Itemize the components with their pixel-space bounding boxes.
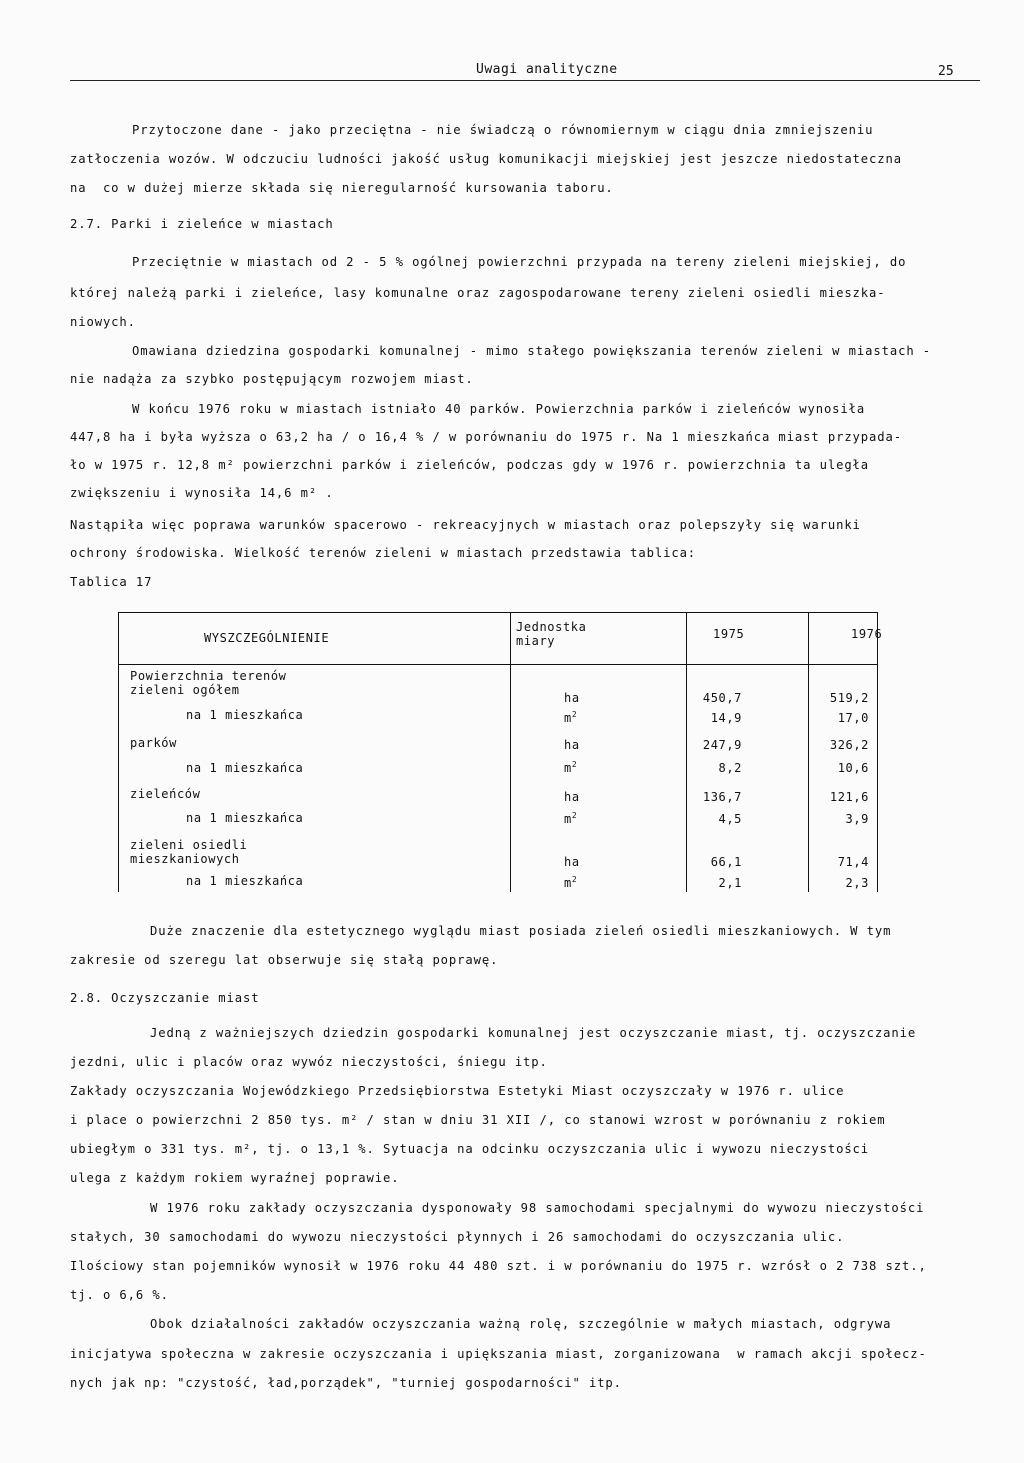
table-column-divider	[808, 612, 809, 892]
paragraph-line: Omawiana dziedzina gospodarki komunalnej - mimo stałego powiększania terenów zieleni w miastach -	[132, 344, 932, 358]
paragraph-line: Zakłady oczyszczania Wojewódzkiego Przedsiębiorstwa Estetyki Miast oczyszczały w 1976 r. ulice	[70, 1084, 845, 1098]
row-label: zieleńców	[130, 787, 201, 801]
paragraph-line: Przytoczone dane - jako przeciętna - nie świadczą o równomiernym w ciągu dnia zmniejszeniu	[132, 123, 874, 137]
green-areas-table	[118, 612, 883, 892]
paragraph-line: 447,8 ha i była wyższa o 63,2 ha / o 16,4 % / w porównaniu do 1975 r. Na 1 mieszkańca miast przypada-	[70, 430, 902, 444]
section-heading: 2.7. Parki i zieleńce w miastach	[70, 217, 334, 231]
row-unit: ha	[564, 855, 580, 869]
row-label: zieleni ogółem	[130, 683, 240, 697]
paragraph-line: nie nadąża za szybko postępującym rozwojem miast.	[70, 372, 474, 386]
paragraph-line: jezdni, ulic i placów oraz wywóz nieczystości, śniegu itp.	[70, 1055, 548, 1069]
row-value-1976: 121,6	[829, 790, 869, 804]
row-unit: ha	[564, 738, 580, 752]
row-unit: $m^2$	[564, 811, 578, 826]
paragraph-line: nych jak np: "czystość, ład,porządek", "turniej gospodarności" itp.	[70, 1376, 622, 1390]
table-column-divider	[686, 612, 687, 892]
row-label: mieszkaniowych	[130, 852, 240, 866]
row-value-1975: 247,9	[702, 738, 742, 752]
section-heading: 2.8. Oczyszczanie miast	[70, 991, 260, 1005]
table-right-border	[877, 612, 878, 892]
paragraph-line: i place o powierzchni 2 850 tys. m² / stan w dniu 31 XII /, co stanowi wzrost w porównaniu z rokiem	[70, 1113, 886, 1127]
row-value-1976: 519,2	[829, 691, 869, 705]
page-number: 25	[938, 64, 954, 79]
row-label: zieleni osiedli	[130, 838, 248, 852]
paragraph-line: Duże znaczenie dla estetycznego wyglądu miast posiada zieleń osiedli mieszkaniowych. W tym	[150, 924, 892, 938]
header-rule	[70, 80, 980, 81]
paragraph-line: stałych, 30 samochodami do wywozu nieczystości płynnych i 26 samochodami do oczyszczania ulic.	[70, 1230, 845, 1244]
paragraph-line: na co w dużej mierze składa się nieregularność kursowania taboru.	[70, 181, 614, 195]
row-value-1975: 450,7	[702, 691, 742, 705]
paragraph-line: inicjatywa społeczna w zakresie oczyszczania i upiększania miast, zorganizowana w ramach akcji społecz-	[70, 1347, 927, 1361]
header-year-1976: 1976	[851, 627, 883, 641]
paragraph-line: zakresie od szeregu lat obserwuje się stałą poprawę.	[70, 953, 499, 967]
row-unit: ha	[564, 790, 580, 804]
row-value-1976: 71,4	[837, 855, 869, 869]
row-label: na 1 mieszkańca	[186, 708, 304, 722]
table-caption: Tablica 17	[70, 575, 153, 589]
paragraph-line: zwiększeniu i wynosiła 14,6 m² .	[70, 486, 334, 500]
paragraph-line: Obok działalności zakładów oczyszczania ważną rolę, szczególnie w małych miastach, odgrywa	[150, 1317, 892, 1331]
row-value-1975: 136,7	[702, 790, 742, 804]
paragraph-line: Przeciętnie w miastach od 2 - 5 % ogólnej powierzchni przypada na tereny zieleni miejskiej, do	[132, 255, 907, 269]
table-column-divider	[510, 612, 511, 892]
header-unit: Jednostka	[516, 620, 587, 634]
paragraph-line: ochrony środowiska. Wielkość terenów zieleni w miastach przedstawia tablica:	[70, 546, 697, 560]
header-item: WYSZCZEGÓLNIENIE	[204, 631, 330, 645]
row-value-1976: 2,3	[845, 876, 869, 890]
table-header-rule	[118, 664, 878, 665]
paragraph-line: W końcu 1976 roku w miastach istniało 40 parków. Powierzchnia parków i zieleńców wynosiła	[132, 402, 866, 416]
paragraph-line: ubiegłym o 331 tys. m², tj. o 13,1 %. Sytuacja na odcinku oczyszczania ulic i wywozu nieczystości	[70, 1142, 870, 1156]
paragraph-line: której należą parki i zieleńce, lasy komunalne oraz zagospodarowane tereny zieleni osiedli mieszka-	[70, 286, 886, 300]
paragraph-line: W 1976 roku zakłady oczyszczania dysponowały 98 samochodami specjalnymi do wywozu nieczystości	[150, 1201, 925, 1215]
row-value-1975: 2,1	[718, 876, 742, 890]
paragraph-line: ło w 1975 r. 12,8 m² powierzchni parków i zieleńców, podczas gdy w 1976 r. powierzchnia ta uległa	[70, 458, 870, 472]
row-value-1975: 66,1	[710, 855, 742, 869]
paragraph-line: Nastąpiła więc poprawa warunków spacerowo - rekreacyjnych w miastach oraz polepszyły się warunki	[70, 518, 861, 532]
table-top-rule	[118, 612, 878, 613]
paragraph-line: ulega z każdym rokiem wyraźnej poprawie.	[70, 1171, 400, 1185]
row-label: na 1 mieszkańca	[186, 874, 304, 888]
row-value-1976: 17,0	[837, 711, 869, 725]
row-label: Powierzchnia terenów	[130, 669, 287, 683]
paragraph-line: Jedną z ważniejszych dziedzin gospodarki komunalnej jest oczyszczanie miast, tj. oczyszczanie	[150, 1026, 917, 1040]
paragraph-line: zatłoczenia wozów. W odczuciu ludności jakość usług komunikacji miejskiej jest jeszcze niedostateczna	[70, 152, 902, 166]
row-value-1976: 326,2	[829, 738, 869, 752]
row-value-1975: 8,2	[718, 761, 742, 775]
row-unit: $m^2$	[564, 760, 578, 775]
row-value-1976: 10,6	[837, 761, 869, 775]
row-label: parków	[130, 736, 177, 750]
header-year-1975: 1975	[713, 627, 745, 641]
paragraph-line: Ilościowy stan pojemników wynosił w 1976 roku 44 480 szt. i w porównaniu do 1975 r. wzrósł o 2 738 szt.,	[70, 1259, 927, 1273]
paragraph-line: tj. o 6,6 %.	[70, 1288, 169, 1302]
row-value-1975: 4,5	[718, 812, 742, 826]
row-unit: $m^2$	[564, 710, 578, 725]
row-label: na 1 mieszkańca	[186, 761, 304, 775]
row-label: na 1 mieszkańca	[186, 811, 304, 825]
paragraph-line: niowych.	[70, 315, 136, 329]
row-value-1975: 14,9	[710, 711, 742, 725]
running-header-title: Uwagi analityczne	[476, 62, 618, 77]
table-left-border	[118, 612, 119, 892]
row-unit: $m^2$	[564, 875, 578, 890]
header-unit: miary	[516, 634, 556, 648]
row-unit: ha	[564, 691, 580, 705]
row-value-1976: 3,9	[845, 812, 869, 826]
